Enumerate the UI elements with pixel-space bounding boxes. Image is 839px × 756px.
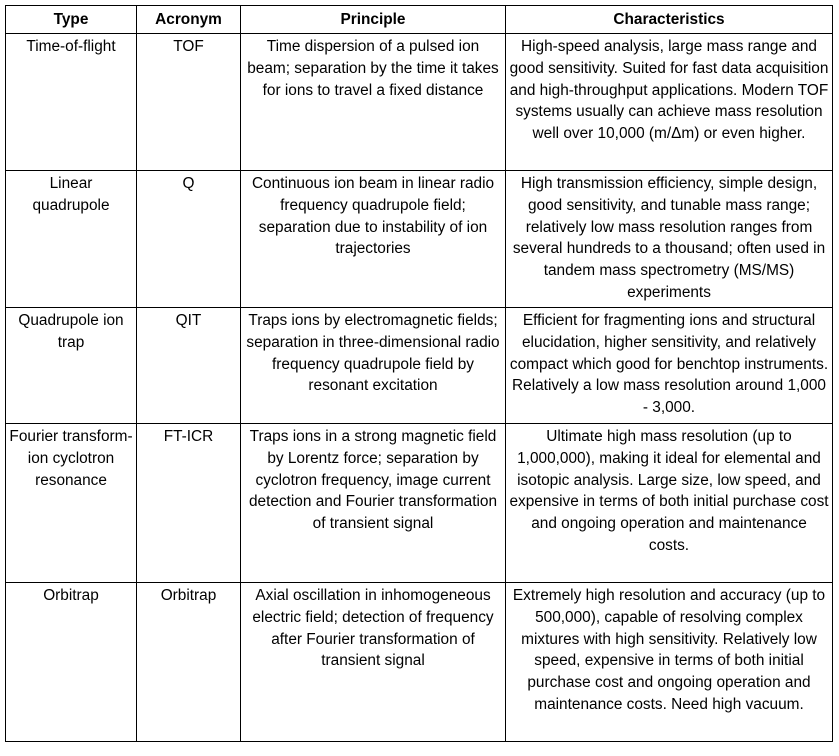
cell-acronym: Q: [137, 171, 241, 308]
cell-principle: Traps ions by electromagnetic fields; separation in three-dimensional radio frequency quadrupole field by resonant excitation: [241, 308, 506, 424]
cell-type: Orbitrap: [6, 583, 137, 742]
header-acronym: Acronym: [137, 6, 241, 34]
cell-principle: Continuous ion beam in linear radio frequency quadrupole field; separation due to instability of ion trajectories: [241, 171, 506, 308]
table-row: [6, 308, 833, 424]
cell-characteristics: Efficient for fragmenting ions and structural elucidation, higher sensitivity, and relatively compact which good for benchtop instruments. Relatively a low mass resolution around 1,000 - 3,000.: [506, 308, 833, 424]
cell-acronym: TOF: [137, 34, 241, 171]
table-row: [6, 171, 833, 308]
header-principle: Principle: [241, 6, 506, 34]
cell-characteristics: Extremely high resolution and accuracy (up to 500,000), capable of resolving complex mixtures with high sensitivity. Relatively low speed, expensive in terms of both initial purchase cost and ongoing operation and maintenance costs. Need high vacuum.: [506, 583, 833, 742]
cell-characteristics: High-speed analysis, large mass range and good sensitivity. Suited for fast data acquisition and high-throughput applications. Modern TOF systems usually can achieve mass resolution well over 10,000 (m/Δm) or even higher.: [506, 34, 833, 171]
cell-principle: Traps ions in a strong magnetic field by Lorentz force; separation by cyclotron frequency, image current detection and Fourier transformation of transient signal: [241, 424, 506, 583]
cell-principle: Axial oscillation in inhomogeneous electric field; detection of frequency after Fourier transformation of transient signal: [241, 583, 506, 742]
cell-type: Time-of-flight: [6, 34, 137, 171]
cell-characteristics: Ultimate high mass resolution (up to 1,000,000), making it ideal for elemental and isotopic analysis. Large size, low speed, and expensive in terms of both initial purchase cost and ongoing operation and maintenance costs.: [506, 424, 833, 583]
cell-principle: Time dispersion of a pulsed ion beam; separation by the time it takes for ions to travel a fixed distance: [241, 34, 506, 171]
cell-type: Linear quadrupole: [6, 171, 137, 308]
table-body: [6, 34, 833, 742]
cell-type: Quadrupole ion trap: [6, 308, 137, 424]
header-type: Type: [6, 6, 137, 34]
table-row: [6, 583, 833, 742]
cell-acronym: Orbitrap: [137, 583, 241, 742]
header-characteristics: Characteristics: [506, 6, 833, 34]
mass-analyzer-table: [5, 5, 833, 742]
cell-acronym: FT-ICR: [137, 424, 241, 583]
cell-type: Fourier transform-ion cyclotron resonance: [6, 424, 137, 583]
table-row: [6, 34, 833, 171]
table-row: [6, 424, 833, 583]
cell-acronym: QIT: [137, 308, 241, 424]
table-header: [6, 6, 833, 34]
cell-characteristics: High transmission efficiency, simple design, good sensitivity, and tunable mass range; relatively low mass resolution ranges from several hundreds to a thousand; often used in tandem mass spectrometry (MS/MS) experiments: [506, 171, 833, 308]
header-row: [6, 6, 833, 34]
